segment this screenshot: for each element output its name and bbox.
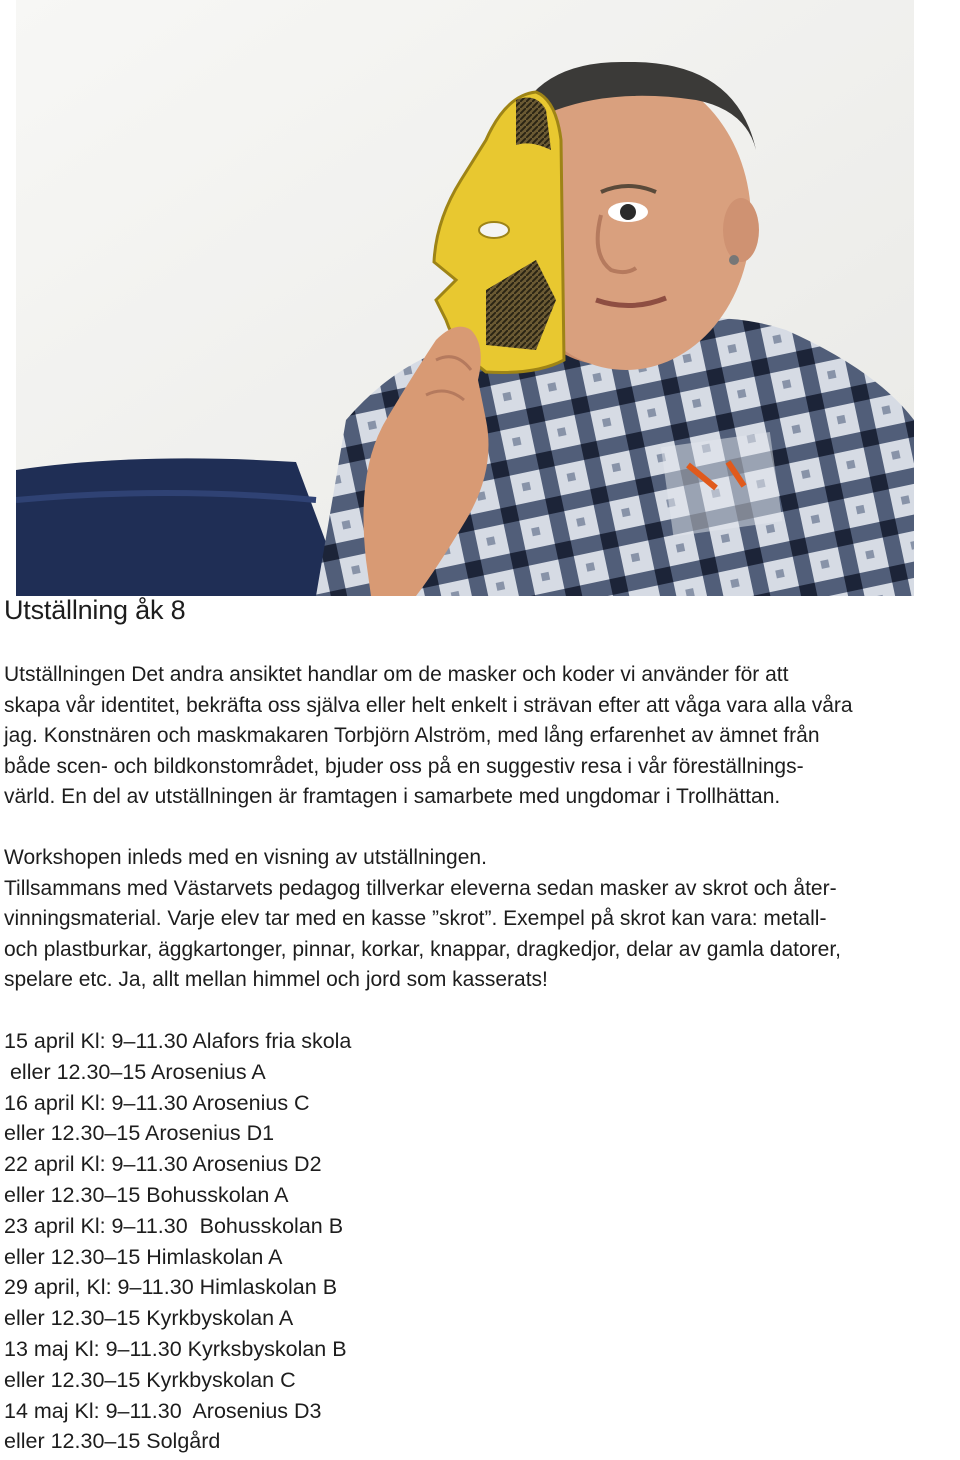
portrait-illustration <box>16 0 914 596</box>
schedule-item: eller 12.30–15 Himlaskolan A <box>4 1244 283 1269</box>
paragraph-line: Workshopen inleds med en visning av utställningen. <box>4 845 487 869</box>
schedule-item: 23 april Kl: 9–11.30 Bohusskolan B <box>4 1213 344 1238</box>
portrait-photo <box>16 0 914 596</box>
schedule-item: eller 12.30–15 Kyrkbyskolan A <box>4 1306 294 1331</box>
schedule-item: 15 april Kl: 9–11.30 Alafors fria skola <box>4 1029 352 1053</box>
page-title: Utställning åk 8 <box>4 595 186 625</box>
schedule-item: 16 april Kl: 9–11.30 Arosenius C <box>4 1090 310 1115</box>
schedule-item: eller 12.30–15 Solgård <box>4 1429 221 1454</box>
paragraph-line: spelare etc. Ja, allt mellan himmel och jord som kasserats! <box>4 968 548 992</box>
schedule-item: 14 maj Kl: 9–11.30 Arosenius D3 <box>4 1398 322 1423</box>
schedule-item: eller 12.30–15 Bohusskolan A <box>4 1182 289 1207</box>
schedule-item: 13 maj Kl: 9–11.30 Kyrksbyskolan B <box>4 1336 347 1361</box>
schedule-list <box>4 1026 351 1457</box>
paragraph-line: vinningsmaterial. Varje elev tar med en kasse ”skrot”. Exempel på skrot kan vara: metall- <box>4 907 827 931</box>
sofa-shape <box>16 458 346 596</box>
schedule-item: eller 12.30–15 Kyrkbyskolan C <box>4 1367 296 1392</box>
paragraph-line: både scen- och bildkonstområdet, bjuder oss på en suggestiv resa i vår föreställnings- <box>4 754 804 778</box>
schedule-item: 29 april, Kl: 9–11.30 Himlaskolan B <box>4 1275 338 1300</box>
paragraph-line: värld. En del av utställningen är framtagen i samarbete med ungdomar i Trollhättan. <box>4 785 781 809</box>
schedule-item: 22 april Kl: 9–11.30 Arosenius D2 <box>4 1152 322 1177</box>
paragraph-line: skapa vår identitet, bekräfta oss själva eller helt enkelt i strävan efter att våga vara alla våra <box>4 693 853 717</box>
paragraph-line: Tillsammans med Västarvets pedagog tillverkar eleverna sedan masker av skrot och åter- <box>4 876 837 900</box>
schedule-item: eller 12.30–15 Arosenius A <box>4 1059 266 1084</box>
schedule-item: eller 12.30–15 Arosenius D1 <box>4 1121 275 1146</box>
paragraph-line: jag. Konstnären och maskmakaren Torbjörn Alström, med lång erfarenhet av ämnet från <box>4 724 820 748</box>
paragraph-line: och plastburkar, äggkartonger, pinnar, korkar, knappar, dragkedjor, delar av gamla datorer, <box>4 937 842 961</box>
description <box>4 660 958 996</box>
paragraph-line: Utställningen Det andra ansiktet handlar om de masker och koder vi använder för att <box>4 663 789 686</box>
